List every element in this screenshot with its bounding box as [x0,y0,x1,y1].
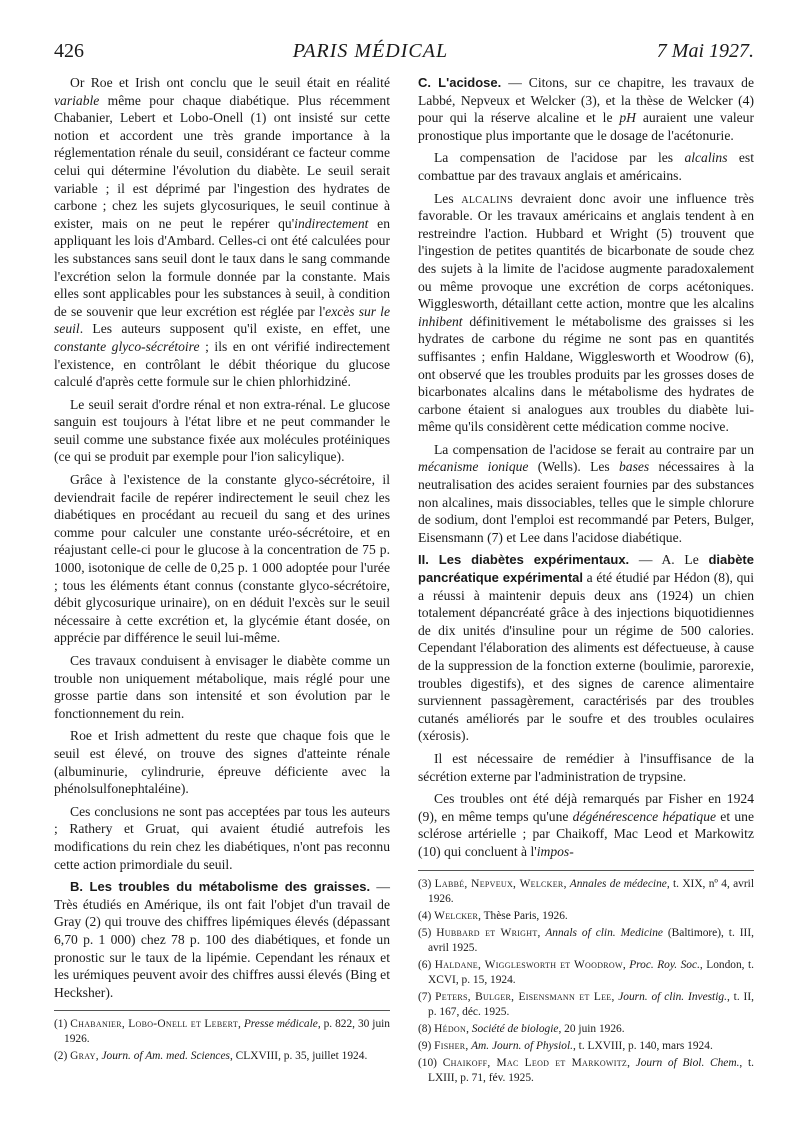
issue-date: 7 Mai 1927. [656,40,754,62]
section-paragraph: II. Les diabètes expérimentaux. — A. Le diabète pancréatique expérimental a été étudié par Hédon (8), qui a réussi à maintenir depuis deux ans (1924) un chien totalement dépancréaté grâce à des injections biquotidiennes de dix unités d'insuline pour un régime de 500 calories. Cependant l'élaboration des aliments est défectueuse, à cause de la suppression de la fonction externe (boulimie, parorexie, troubles digestifs), et des signes de carence alimentaire surviennent passagèrement, caractérisés par des troubles cutanés améliorés par le soufre et des troubles oculaires (xérosis). [418,552,754,744]
two-column-body [54,74,754,1088]
paragraph: Ces conclusions ne sont pas acceptées par tous les auteurs ; Rathery et Gruat, qui avaient étudié autrefois les modifications du rein chez les diabétiques, n'ont pas reconnu cette action primordiale du seuil. [54,803,390,872]
right-column [418,74,754,1088]
left-column [54,74,390,1088]
footnote: (7) Peters, Bulger, Eisensmann et Lee, Journ. of clin. Investig., t. II, p. 167, déc. 1925. [418,990,754,1018]
footnotes [54,1010,390,1064]
footnote: (8) Hédon, Société de biologie, 20 juin 1926. [418,1022,625,1035]
paragraph: Ces travaux conduisent à envisager le diabète comme un trouble non uniquement métabolique, mais réglé pour une grosse partie dans son intensité et son évolution par le fonctionnement du rein. [54,653,390,721]
footnote: (6) Haldane, Wigglesworth et Woodrow, Proc. Roy. Soc., London, t. XCVI, p. 15, 1924. [418,958,754,986]
section-heading: C. L'acidose. [418,75,502,90]
footnote: (3) Labbé, Nepveux, Welcker, Annales de médecine, t. XIX, nº 4, avril 1926. [418,877,754,905]
section-heading: II. Les diabètes expérimentaux. [418,552,630,568]
paragraph: Ces troubles ont été déjà remarqués par Fisher en 1924 (9), en même temps qu'une dégénérescence hépatique et une sclérose artérielle ; par Chaikoff, Mac Leod et Markowitz (10) qui concluent à l'impos- [418,791,754,859]
paragraph: La compensation de l'acidose se ferait au contraire par un mécanisme ionique (Wells). Les bases nécessaires à la neutralisation des acides seraient fournies par des substances non alcalines, mais dissociables, telles que le simple chlorure de sodium, dont l'emploi est recommandé par Peters, Bulger, Eisensmann (7) et Lee dans l'acidose diabétique. [418,441,754,545]
journal-title: PARIS MÉDICAL [292,40,449,62]
footnotes [418,870,754,1086]
paragraph: Roe et Irish admettent du reste que chaque fois que le seuil est élevé, on trouve des signes d'atteinte rénale (albuminurie, cylindrurie, épreuve déficiente avec la phénolsulfonephtaléine). [54,728,390,797]
paragraph: Les alcalins devraient donc avoir une influence très favorable. Or les travaux américains et anglais tendent à en restreindre l'action. Hubbard et Wright (5) trouvent que l'ingestion de petites quantités de bicarbonate de soude chez des sujets à la limite de l'acidose augmente paradoxalement ou même provoque une excrétion de corps acétoniques. Wigglesworth, détaillant cette action, montre que les alcalins inhibent définitivement le métabolisme des graisses si les hydrates de carbone du régime ne sont pas en quantités suffisantes ; enfin Haldane, Wigglesworth et Woodrow (6), ont observé que les troubles produits par les grosses doses de bicarbonates alcalins dans le métabolisme des hydrates de carbone étaient si analogues aux troubles du diabète lui-même qu'ils considèrent cette médication comme nocive. [418,190,754,435]
section-heading: B. Les troubles du métabolisme des graisses. [70,879,371,895]
page-header [54,40,754,70]
page-number: 426 [54,40,84,62]
footnote: (10) Chaikoff, Mac Leod et Markowitz, Journ of Biol. Chem., t. LXIII, p. 71, fév. 1925. [418,1056,754,1084]
paragraph: Le seuil serait d'ordre rénal et non extra-rénal. Le glucose sanguin est toujours à l'état libre et ne peut commander le seuil comme une substance fixée aux molécules protéiniques (ce qui se produit par exemple pour l'ion salicylique). [54,396,390,465]
footnote: (2) Gray, Journ. of Am. med. Sciences, CLXVIII, p. 35, juillet 1924. [54,1050,368,1063]
subsection-heading: diabète pancréatique expérimental [418,552,754,586]
paragraph: La compensation de l'acidose par les alcalins est combattue par des travaux anglais et américains. [418,150,754,183]
footnote: (4) Welcker, Thèse Paris, 1926. [418,909,568,922]
paragraph: Grâce à l'existence de la constante glyco-sécrétoire, il deviendrait facile de repérer indirectement le seuil chez les diabétiques en procédant au recueil du sang et des urines comme pour calculer une constante uréo-sécrétoire, et en réajustant celle-ci pour le glucose à la concentration de 75 p. 1000, isotonique de celle de 0,25 p. 1 000 adoptée pour l'urée ; tous les éléments étant connus (constante glyco-sécrétoire, débit glycosurique urinaire), on en déduit l'excès sur le seuil nécessaire à cette excrétion et, la glycémie étant dosée, on apprécie par différence le seuil lui-même. [54,472,390,646]
section-paragraph: B. Les troubles du métabolisme des graisses. — Très étudiés en Amérique, ils ont fait l'objet d'un travail de Gray (2) qui trouve des chiffres lipémiques élevés (dépassant 6,70 p. 1 000) chez 78 p. 100 des diabétiques, et fonde un pronostic sur le taux de la lipémie. Cependant les rénaux et les urémiques peuvent avoir des chiffres aussi élevés (Bing et Hecksher). [54,879,391,1000]
section-paragraph: C. L'acidose. — Citons, sur ce chapitre, les travaux de Labbé, Nepveux et Welcker (3), et la thèse de Welcker (4) pour qui la réserve alcaline et le pH auraient une valeur pronostique plus importante que le dosage de l'acétonurie. [418,75,755,143]
paragraph: Or Roe et Irish ont conclu que le seuil était en réalité variable même pour chaque diabétique. Plus récemment Chabanier, Lebert et Lobo-Onell (1) ont insisté sur cette notion et accordent une très grande importance à la réglementation rénale du seuil, considérant ce facteur comme celui qui détermine l'évolution du diabète. Le seuil serait variable ; il est déprimé par l'ingestion des hydrates de carbone ; chez les sujets glycosuriques, le seuil continue à exister, mais on ne peut le repérer qu'indirectement en appliquant les lois d'Ambard. Celles-ci ont été calculées pour les substances sans seuil dont le taux dans le sang commande l'excrétion selon la formule donnée par la constante. Mais elles sont applicables pour les substances à seuil, à condition de se souvenir que leur excrétion est réglée par l'excès sur le seuil. Les auteurs supposent qu'il existe, en effet, une constante glyco-sécrétoire ; ils en ont vérifié indirectement l'existence, en contrôlant le débit théorique du glucose calculé d'après cette formule sur le chien phlorhidziné. [54,75,391,390]
footnote: (9) Fisher, Am. Journ. of Physiol., t. LXVIII, p. 140, mars 1924. [418,1039,713,1052]
footnote: (1) Chabanier, Lobo-Onell et Lebert, Presse médicale, p. 822, 30 juin 1926. [54,1018,391,1046]
footnote: (5) Hubbard et Wright, Annals of clin. Medicine (Baltimore), t. III, avril 1925. [418,926,754,954]
paragraph: Il est nécessaire de remédier à l'insuffisance de la sécrétion externe par l'administration de trypsine. [418,750,754,784]
